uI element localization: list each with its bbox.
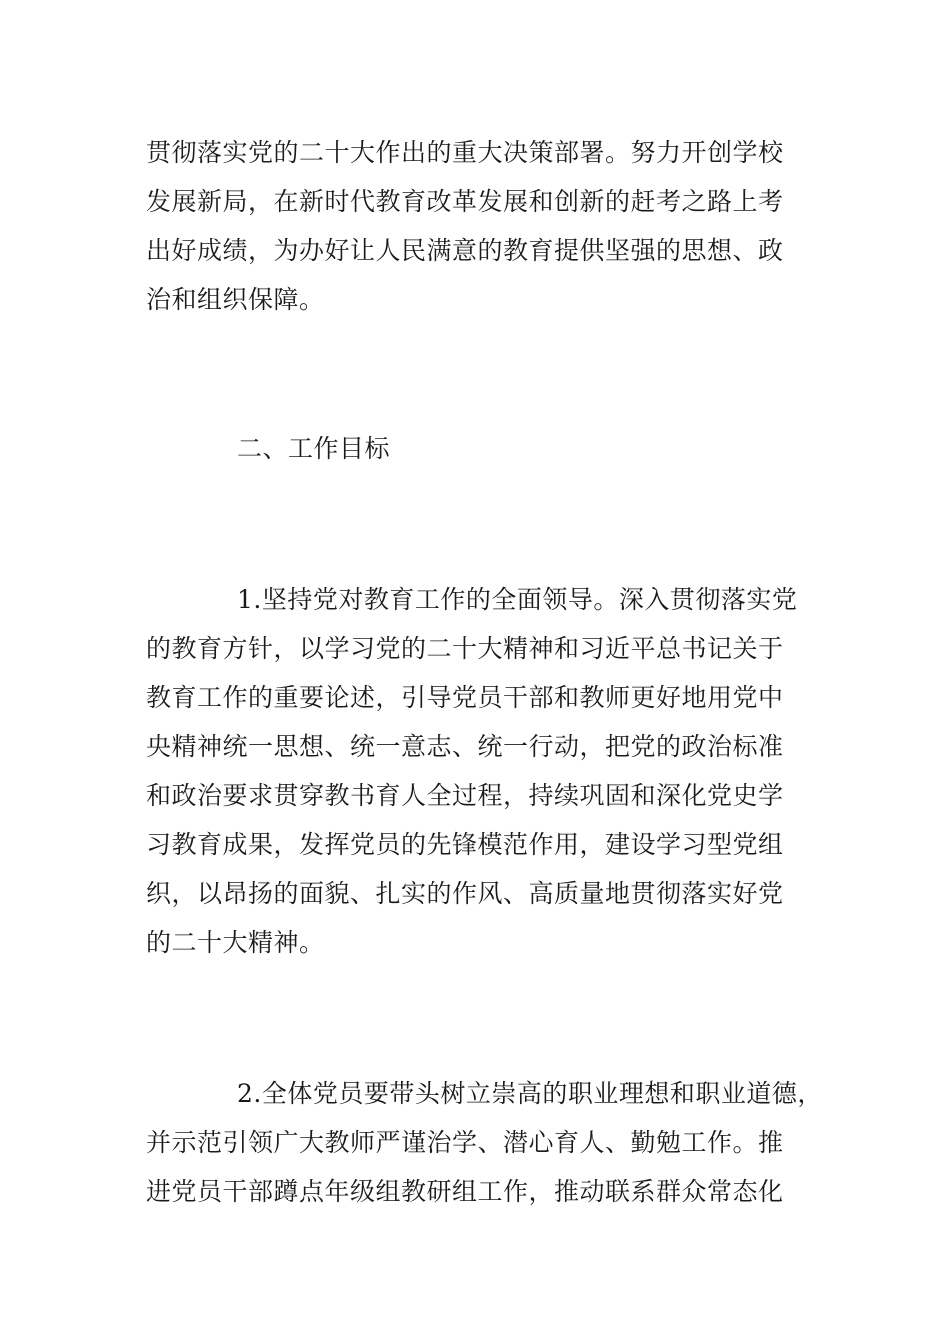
paragraph-1-line-4: 治和组织保障。 [146, 285, 325, 314]
paragraph-2-line-3: 教育工作的重要论述，引导党员干部和教师更好地用党中 [146, 683, 784, 712]
paragraph-2-line-2: 的教育方针，以学习党的二十大精神和习近平总书记关于 [146, 634, 784, 663]
paragraph-2-line-7: 织，以昂扬的面貌、扎实的作风、高质量地贯彻落实好党 [146, 879, 784, 908]
paragraph-2-line-4: 央精神统一思想、统一意志、统一行动，把党的政治标准 [146, 732, 784, 761]
paragraph-1-line-1: 贯彻落实党的二十大作出的重大决策部署。努力开创学校 [146, 138, 784, 167]
paragraph-1-line-3: 出好成绩，为办好让人民满意的教育提供坚强的思想、政 [146, 236, 784, 265]
paragraph-3-line-2: 并示范引领广大教师严谨治学、潜心育人、勤勉工作。推 [146, 1128, 784, 1157]
paragraph-2-line-6: 习教育成果，发挥党员的先锋模范作用，建设学习型党组 [146, 830, 784, 859]
paragraph-2-line-8: 的二十大精神。 [146, 928, 325, 957]
section-heading: 二、工作目标 [237, 434, 391, 463]
paragraph-1-line-2: 发展新局，在新时代教育改革发展和创新的赶考之路上考 [146, 187, 784, 216]
paragraph-2-line-5: 和政治要求贯穿教书育人全过程，持续巩固和深化党史学 [146, 781, 784, 810]
paragraph-3-line-3: 进党员干部蹲点年级组教研组工作，推动联系群众常态化 [146, 1177, 784, 1206]
paragraph-2-line-1: 1.坚持党对教育工作的全面领导。深入贯彻落实党 [237, 585, 798, 614]
paragraph-3-line-1: 2.全体党员要带头树立崇高的职业理想和职业道德， [237, 1079, 823, 1108]
